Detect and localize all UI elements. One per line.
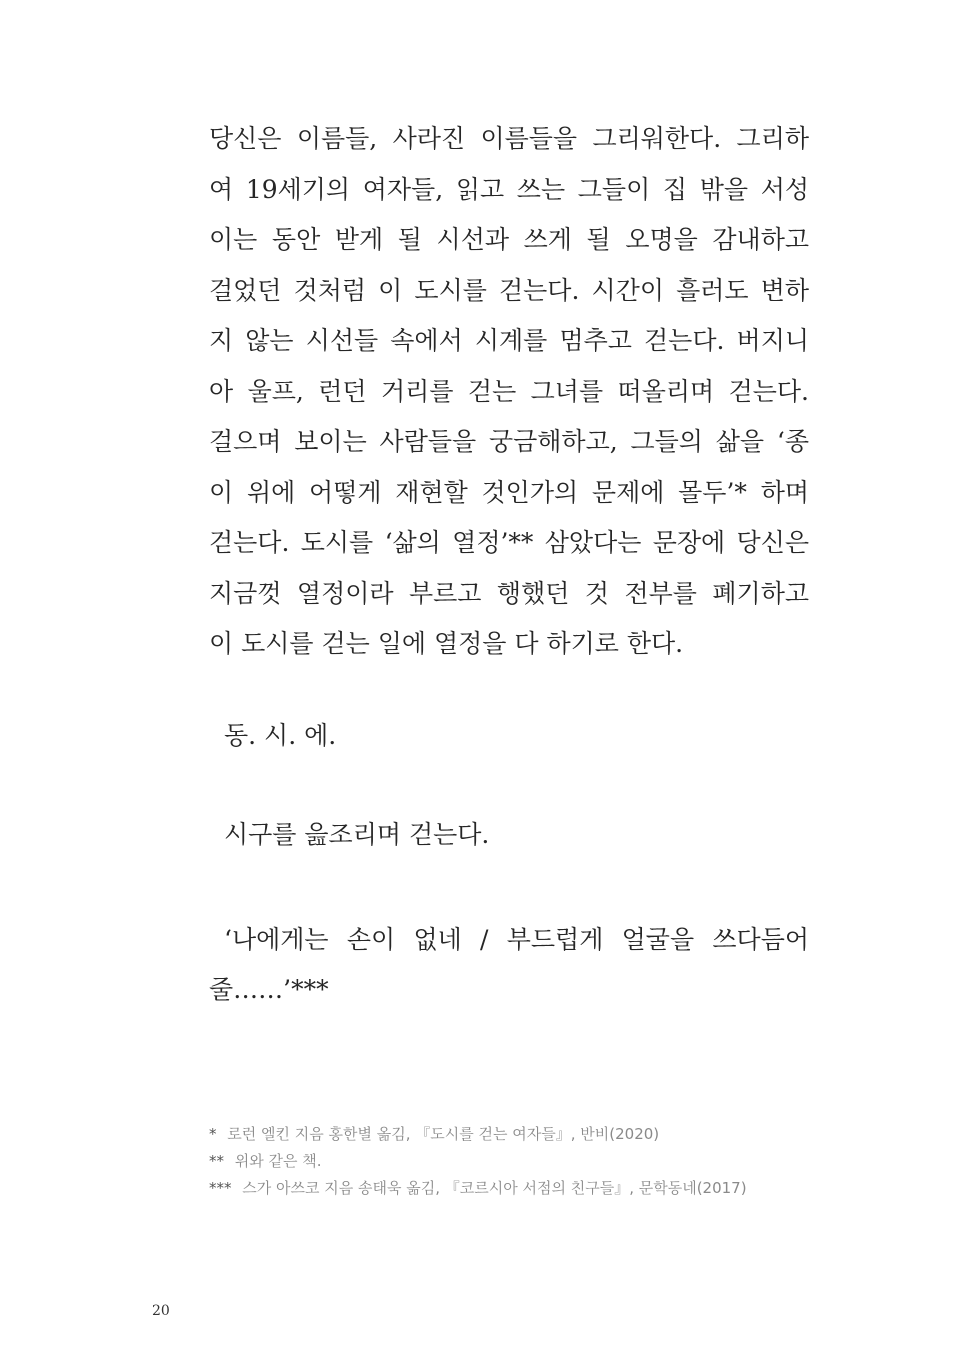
body-line: 아 울프, 런던 거리를 걷는 그녀를 떠올리며 걷는다. xyxy=(209,376,809,406)
footnote-mark: * xyxy=(209,1125,217,1143)
body-line: 이 도시를 걷는 일에 열정을 다 하기로 한다. xyxy=(209,629,684,658)
footnote-mark: *** xyxy=(209,1179,232,1197)
body-line: 이는 동안 받게 될 시선과 쓰게 될 오명을 감내하고 xyxy=(209,225,809,254)
footnote xyxy=(209,1148,809,1175)
body-paragraph xyxy=(209,114,809,670)
body-line: 걷는다. 도시를 ‘삶의 열정’** 삼았다는 문장에 당신은 xyxy=(209,528,809,557)
quote-line: 줄……’*** xyxy=(209,975,329,1004)
paragraph-dongsie: 동. 시. 에. xyxy=(224,721,337,750)
body-line: 걸었던 것처럼 이 도시를 걷는다. 시간이 흘러도 변하 xyxy=(209,275,809,305)
footnotes xyxy=(209,1121,809,1202)
page-number: 20 xyxy=(152,1303,170,1319)
paragraph-sigu: 시구를 읊조리며 걷는다. xyxy=(224,820,490,849)
footnote-mark: ** xyxy=(209,1152,224,1170)
poem-quote xyxy=(209,915,809,1015)
body-line: 당신은 이름들, 사라진 이름들을 그리워한다. 그리하 xyxy=(209,124,809,153)
footnote-text: 로런 엘킨 지음 홍한별 옮김, 『도시를 걷는 여자들』, 반비(2020) xyxy=(227,1125,660,1143)
body-line: 이 위에 어떻게 재현할 것인가의 문제에 몰두’* 하며 xyxy=(209,477,809,507)
footnote-text: 스가 아쓰코 지음 송태욱 옮김, 『코르시아 서점의 친구들』, 문학동네(2017) xyxy=(242,1179,747,1197)
quote-line: ‘나에게는 손이 없네 / 부드럽게 얼굴을 쓰다듬어 xyxy=(224,925,809,954)
footnote xyxy=(209,1175,809,1202)
body-line: 여 19세기의 여자들, 읽고 쓰는 그들이 집 밖을 서성 xyxy=(209,174,809,204)
body-line: 걸으며 보이는 사람들을 궁금해하고, 그들의 삶을 ‘종 xyxy=(209,427,809,456)
footnote-text: 위와 같은 책. xyxy=(234,1152,322,1170)
body-line: 지금껏 열정이라 부르고 행했던 것 전부를 폐기하고 xyxy=(209,578,809,608)
footnote xyxy=(209,1121,809,1148)
body-line: 지 않는 시선들 속에서 시계를 멈추고 걷는다. 버지니 xyxy=(209,326,809,355)
